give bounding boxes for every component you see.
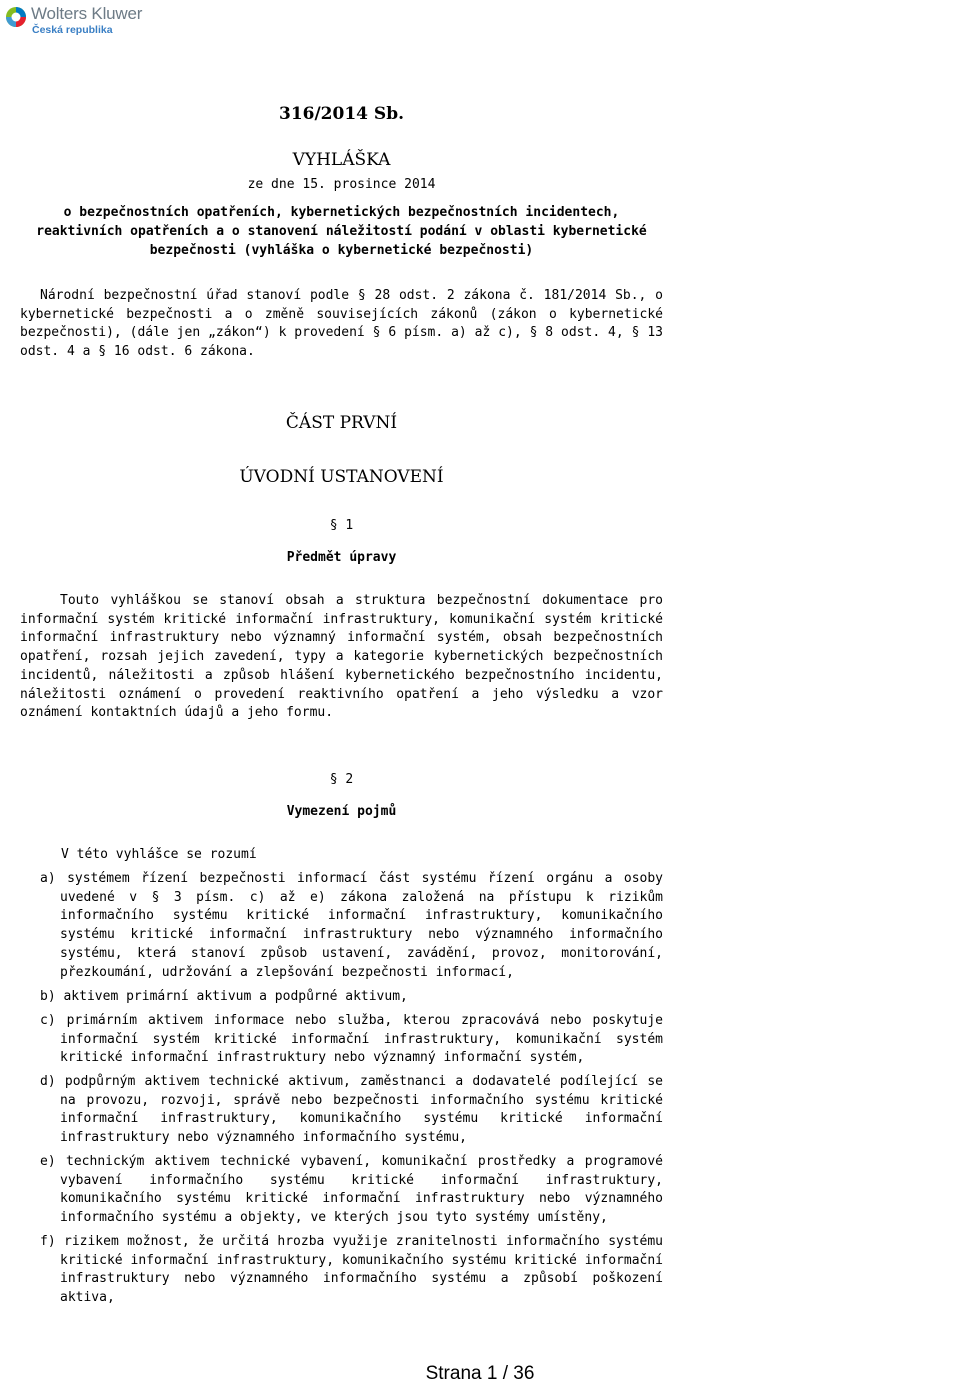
definition-item: d) podpůrným aktivem technické aktivum, zaměstnanci a dodavatelé podílející se na provozu, rozvoji, správě nebo bezpečnosti informačního systému kritické informační infrastruktury, komunikačního systému kritické informační infrastruktury nebo významného informačního systému,: [40, 1074, 663, 1146]
definition-item: e) technickým aktivem technické vybavení, komunikační prostředky a programové vybavení informačního systému kritické informační infrastruktury, komunikačního systému kritické informační infrastruktury nebo významného informačního systému a objekty, ve kterých jsou tyto systémy umístěny,: [40, 1154, 663, 1226]
definition-item: a) systémem řízení bezpečnosti informací část systému řízení orgánu a osoby uvedené v § 3 písm. c) až e) zákona založená na přístupu k rizikům informačního systému kritické informační infrastruktury, komunikačního systému kritické informační infrastruktury nebo významného informačního systému, která stanoví způsob ustavení, zavádění, provoz, monitorování, přezkoumání, udržování a zlepšování bezpečnosti informací,: [40, 871, 663, 980]
section-title: Vymezení pojmů: [286, 804, 397, 819]
publisher-logo: [5, 4, 145, 36]
definition-item: b) aktivem primární aktivum a podpůrné aktivum,: [40, 989, 408, 1004]
definitions-lead: V této vyhlášce se rozumí: [61, 847, 257, 862]
part-heading: ÚVODNÍ USTANOVENÍ: [239, 467, 444, 487]
definition-item: f) rizikem možnost, že určitá hrozba využije zranitelnosti informačního systému kritické informační infrastruktury, komunikačního systému kritické informační infrastruktury nebo významného informačního systému a způsobí poškození aktiva,: [40, 1234, 663, 1306]
document-number: 316/2014 Sb.: [278, 104, 404, 124]
section-text: Touto vyhláškou se stanoví obsah a struktura bezpečnostní dokumentace pro informační systém kritické informační infrastruktury, komunikační systém kritické informační infrastruktury nebo významný informační systém, obsah bezpečnostních opatření, rozsah jejich zavedení, typy a kategorie kybernetických bezpečnostních incidentů, náležitosti a způsob hlášení kybernetického bezpečnostního incidentu, náležitosti oznámení o provedení reaktivního opatření a jeho výsledku a vzor oznámení kontaktních údajů a jeho formu.: [20, 593, 663, 721]
document-date: ze dne 15. prosince 2014: [247, 177, 436, 192]
brand-name: Wolters Kluwer: [31, 4, 143, 23]
section-title: Předmět úpravy: [286, 550, 397, 565]
definition-item: c) primárním aktivem informace nebo služba, kterou zpracovává nebo poskytuje informační systém kritické informační infrastruktury, komunikační systém kritické informační infrastruktury nebo významný informační systém,: [40, 1013, 663, 1066]
part-title: ČÁST PRVNÍ: [285, 413, 398, 433]
page-number: Strana 1 / 36: [425, 1363, 535, 1384]
wolters-kluwer-logo-icon: [5, 6, 27, 28]
document-kind: VYHLÁŠKA: [292, 150, 391, 170]
document-subject: o bezpečnostních opatřeních, kybernetických bezpečnostních incidentech, reaktivních opatřeních a o stanovení náležitostí podání v oblasti kybernetické bezpečnosti (vyhláška o kybernetické bezpečnosti): [36, 205, 647, 258]
section-mark: § 2: [329, 772, 354, 787]
section-mark: § 1: [329, 518, 354, 533]
brand-region: Česká republika: [32, 24, 113, 36]
preamble: Národní bezpečnostní úřad stanoví podle § 28 odst. 2 zákona č. 181/2014 Sb., o kybernetické bezpečnosti a o změně souvisejících zákonů (zákon o kybernetické bezpečnosti), (dále jen „zákon“) k provedení § 6 písm. a) až c), § 8 odst. 4, § 13 odst. 4 a § 16 odst. 6 zákona.: [20, 288, 663, 360]
